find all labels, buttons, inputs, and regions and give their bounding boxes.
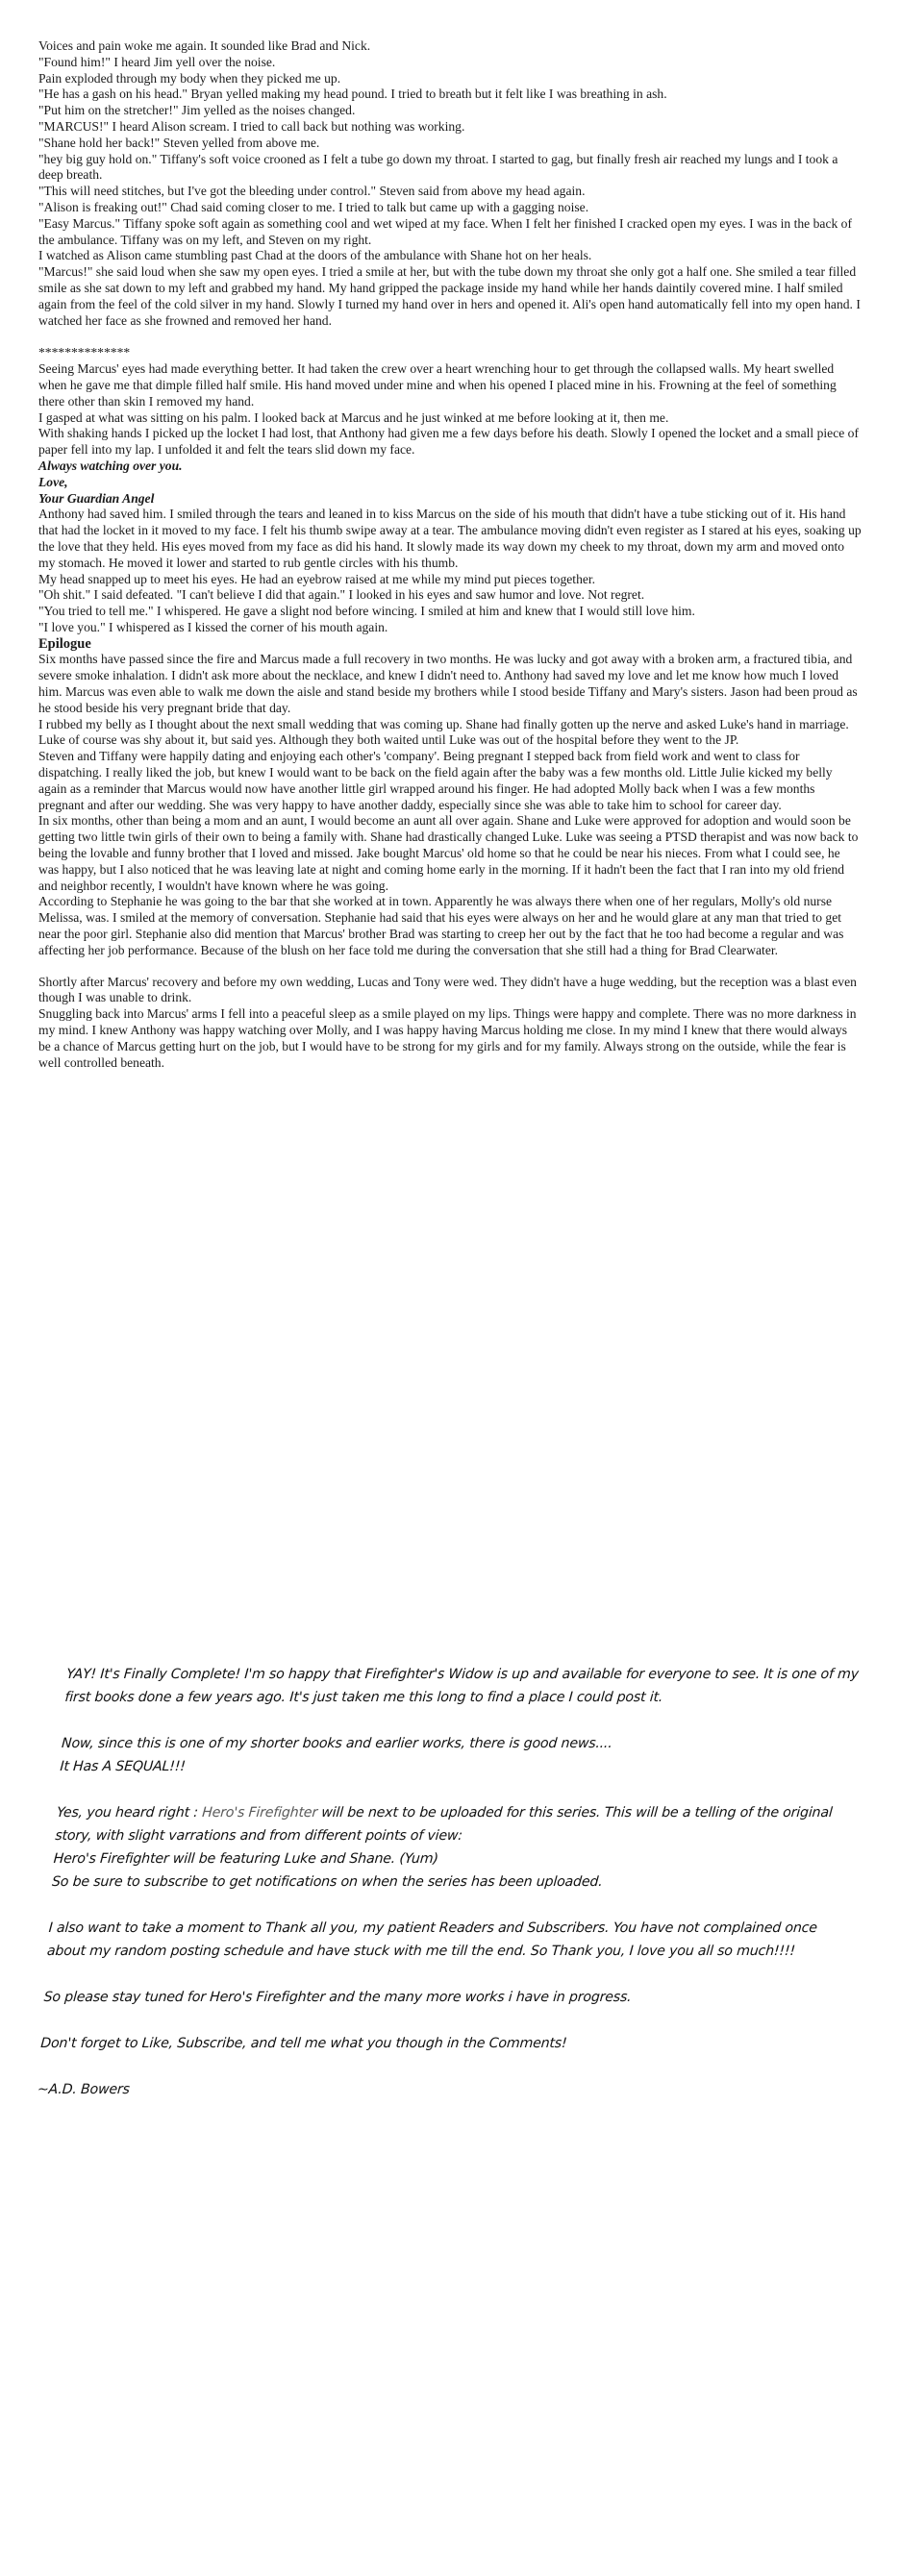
story-paragraph: "This will need stitches, but I've got the bleeding under control." Steven said from above my head again. xyxy=(38,184,586,199)
epilogue-block-2 xyxy=(38,975,862,1072)
author-note-paragraph: So be sure to subscribe to get notifications on when the series has been uploaded. xyxy=(51,1874,604,1890)
locket-note xyxy=(38,458,862,507)
author-note xyxy=(37,1663,863,2101)
epilogue-paragraph: Shortly after Marcus' recovery and before my own wedding, Lucas and Tony were wed. They didn't have a huge wedding, but the reception was a blast even though I was unable to drink. xyxy=(38,974,857,1005)
blank-line xyxy=(58,1778,856,1801)
story-paragraph: "Found him!" I heard Jim yell over the noise. xyxy=(38,54,276,69)
story-paragraph: Seeing Marcus' eyes had made everything better. It had taken the crew over a heart wrenching hour to get through the collapsed walls. My heart swelled when he gave me that dimple filled half smile. His hand moved under mine and when his opened I placed mine in his. Frowning at the feel of something there other than skin I removed my hand. xyxy=(38,361,837,409)
author-note-text: Yes, you heard right : xyxy=(56,1805,203,1821)
author-note-paragraph: Hero's Firefighter will be featuring Luke and Shane. (Yum) xyxy=(53,1851,439,1867)
story-paragraph: My head snapped up to meet his eyes. He had an eyebrow raised at me while my mind put pieces together. xyxy=(38,571,596,586)
story-paragraph: Voices and pain woke me again. It sounded like Brad and Nick. xyxy=(38,38,371,53)
epilogue-paragraph: Steven and Tiffany were happily dating and enjoying each other's 'company'. Being pregnant I stepped back from field work and went to class for dispatching. I really liked the job, but knew I would want to be back on the field again after the baby was a few months old. Little Julie kicked my belly again as a reminder that Marcus would now have another little girl wrapped around his finger. He had adopted Molly back when I was a few months pregnant and after our wedding. She was very happy to have another daddy, especially since she was able to take him to school for career day. xyxy=(38,749,833,812)
story-paragraph: With shaking hands I picked up the locket I had lost, that Anthony had given me a few days before his death. Slowly I opened the locket and a small piece of paper fell into my lap. I unfolded it and felt the tears slid down my face. xyxy=(38,426,859,458)
blank-line xyxy=(41,2009,839,2032)
story-paragraph: "MARCUS!" I heard Alison scream. I tried to call back but nothing was working. xyxy=(38,118,465,134)
author-signature: ~A.D. Bowers xyxy=(37,2082,131,2097)
story-paragraph: "Put him on the stretcher!" Jim yelled as the noises changed. xyxy=(38,103,356,118)
author-note-paragraph xyxy=(55,1801,854,1847)
epilogue-block-1 xyxy=(38,652,862,958)
scene-separator: ************** xyxy=(38,345,131,360)
blank-line xyxy=(49,1894,847,1917)
epilogue-paragraph: Six months have passed since the fire and Marcus made a full recovery in two months. He was lucky and got away with a broken arm, a fractured tibia, and severe smoke inhalation. I didn't ask more about the necklace, and knew I didn't need to. Anthony had saved my love and let me know how much I loved him. Marcus was even able to walk me down the aisle and stand beside my brothers while I stood beside Tiffany and Mary's sisters. Jason had been proud as he stood beside his very pregnant bride that day. xyxy=(38,652,858,715)
epilogue-paragraph: I rubbed my belly as I thought about the next small wedding that was coming up. Shane had finally gotten up the nerve and asked Luke's hand in marriage. Luke of course was shy about it, but said yes. Although they both waited until Luke was out of the hospital before they went to the JP. xyxy=(38,716,849,748)
story-paragraph: Pain exploded through my body when they picked me up. xyxy=(38,70,341,86)
author-note-text: will be next to be uploaded for this series. This will be a telling of the original story, with slight varrations and from different points of view: xyxy=(54,1805,834,1844)
locket-note-line: Always watching over you. xyxy=(38,458,183,473)
story-paragraph: "He has a gash on his head." Bryan yelled making my head pound. I tried to breath but it felt like I was breathing in ash. xyxy=(38,87,667,102)
epilogue-heading: Epilogue xyxy=(38,635,91,652)
sequel-title-link[interactable]: Hero's Firefighter xyxy=(201,1805,318,1821)
story-paragraph: "Shane hold her back!" Steven yelled from above me. xyxy=(38,135,320,150)
story-paragraph: "Alison is freaking out!" Chad said coming closer to me. I tried to talk but came up with a gagging noise. xyxy=(38,199,589,214)
story-document xyxy=(38,38,862,1071)
story-paragraph: "I love you." I whispered as I kissed the corner of his mouth again. xyxy=(38,619,388,634)
blank-line xyxy=(38,2055,837,2078)
author-note-paragraph: Now, since this is one of my shorter books and earlier works, there is good news.... xyxy=(61,1736,613,1751)
author-note-paragraph: Don't forget to Like, Subscribe, and tell me what you though in the Comments! xyxy=(39,2036,568,2051)
author-note-paragraph: It Has A SEQUAL!!! xyxy=(59,1759,187,1774)
story-section-1 xyxy=(38,38,862,329)
epilogue-paragraph: According to Stephanie he was going to the bar that she worked at in town. Apparently he was always there when one of her regulars, Molly's old nurse Melissa, was. I smiled at the memory of conversation. Stephanie had said that his eyes were always on her and he would glare at any man that tried to get near the poor girl. Stephanie also did mention that Marcus' brother Brad was starting to creep her out by the fact that he too had become a regular and was affecting her job performance. Because of the blush on her face told me during the conversation that she still had a thing for Brad Clearwater. xyxy=(38,894,844,957)
story-paragraph: "You tried to tell me." I whispered. He gave a slight nod before wincing. I smiled at him and knew that I would still love him. xyxy=(38,604,695,619)
blank-line xyxy=(38,959,862,975)
author-note-paragraph: So please stay tuned for Hero's Firefighter and the many more works i have in progress. xyxy=(43,1990,633,2005)
author-note-paragraph: YAY! It's Finally Complete! I'm so happy that Firefighter's Widow is up and available for everyone to see. It is one of my first books done a few years ago. It's just taken me this long to find a place I could post it. xyxy=(63,1667,860,1705)
story-paragraph: "Oh shit." I said defeated. "I can't believe I did that again." I looked in his eyes and saw humor and love. Not regret. xyxy=(38,587,645,603)
story-paragraph: I watched as Alison came stumbling past Chad at the doors of the ambulance with Shane hot on her heals. xyxy=(38,248,592,263)
blank-line xyxy=(38,329,862,345)
locket-note-line: Love, xyxy=(38,474,68,489)
story-paragraph: "Easy Marcus." Tiffany spoke soft again as something cool and wet wiped at my face. When I felt her finished I cracked open my eyes. I was in the back of the ambulance. Tiffany was on my left, and Steven on my right. xyxy=(38,215,852,247)
story-paragraph: I gasped at what was sitting on his palm. I looked back at Marcus and he just winked at me before looking at it, then me. xyxy=(38,409,669,425)
story-paragraph: "Marcus!" she said loud when she saw my open eyes. I tried a smile at her, but with the tube down my throat she only got a half one. She smiled a tear filled smile as she sat down to my left and grabbed my hand. My hand gripped the package inside my hand while her hands daintily covered mine. I half smiled again from the feel of the cold silver in my hand. Slowly I turned my hand over in hers and opened it. Ali's open hand automatically fell into my open hand. I watched her face as she frowned and removed her hand. xyxy=(38,264,861,328)
author-note-paragraph: I also want to take a moment to Thank all you, my patient Readers and Subscribers. You have not complained once about my random posting schedule and have stuck with me till the end. So Thank you, I love you all so much!!!! xyxy=(46,1920,818,1959)
story-paragraph: "hey big guy hold on." Tiffany's soft voice crooned as I felt a tube go down my throat. I started to gag, but finally fresh air reached my lungs and I took a deep breath. xyxy=(38,151,838,183)
blank-line xyxy=(44,1963,842,1986)
story-section-3 xyxy=(38,507,862,635)
epilogue-paragraph: Snuggling back into Marcus' arms I fell into a peaceful sleep as a smile played on my lips. Things were happy and complete. There was no more darkness in my mind. I knew Anthony was happy watching over Molly, and I was happy having Marcus holding me close. In my mind I knew that there would always be a chance of Marcus getting hurt on the job, but I would have to be strong for my girls and for my family. Always strong on the outside, while the fear is well controlled beneath. xyxy=(38,1006,857,1070)
locket-note-line: Your Guardian Angel xyxy=(38,490,155,506)
blank-line xyxy=(62,1709,861,1732)
story-section-2 xyxy=(38,361,862,458)
story-paragraph: Anthony had saved him. I smiled through the tears and leaned in to kiss Marcus on the side of his mouth that didn't have a tube sticking out of it. His hand that had the locket in it moved to my face. I felt his thumb swipe away at a tear. The ambulance moving didn't even register as I stared at his eyes, soaking up the love that they held. His eyes moved from my face as did his hand. It slowly made its way down my cheek to my throat, down my arm and moved onto my stomach. He moved it lower and started to rub gentle circles with his thumb. xyxy=(38,507,862,570)
epilogue-paragraph: In six months, other than being a mom and an aunt, I would become an aunt all over again. Shane and Luke were approved for adoption and would soon be getting two little twin girls of their own to being a family with. Shane had drastically changed Luke. Luke was seeing a PTSD therapist and was now back to being the lovable and funny brother that I loved and missed. Jake bought Marcus' old home so that he could be near his nieces. From what I could see, he was happy, but I also noticed that he was leaving late at night and coming home early in the morning. If it hadn't been the fact that I ran into my old friend and neighbor recently, I wouldn't have known where he was going. xyxy=(38,813,859,893)
